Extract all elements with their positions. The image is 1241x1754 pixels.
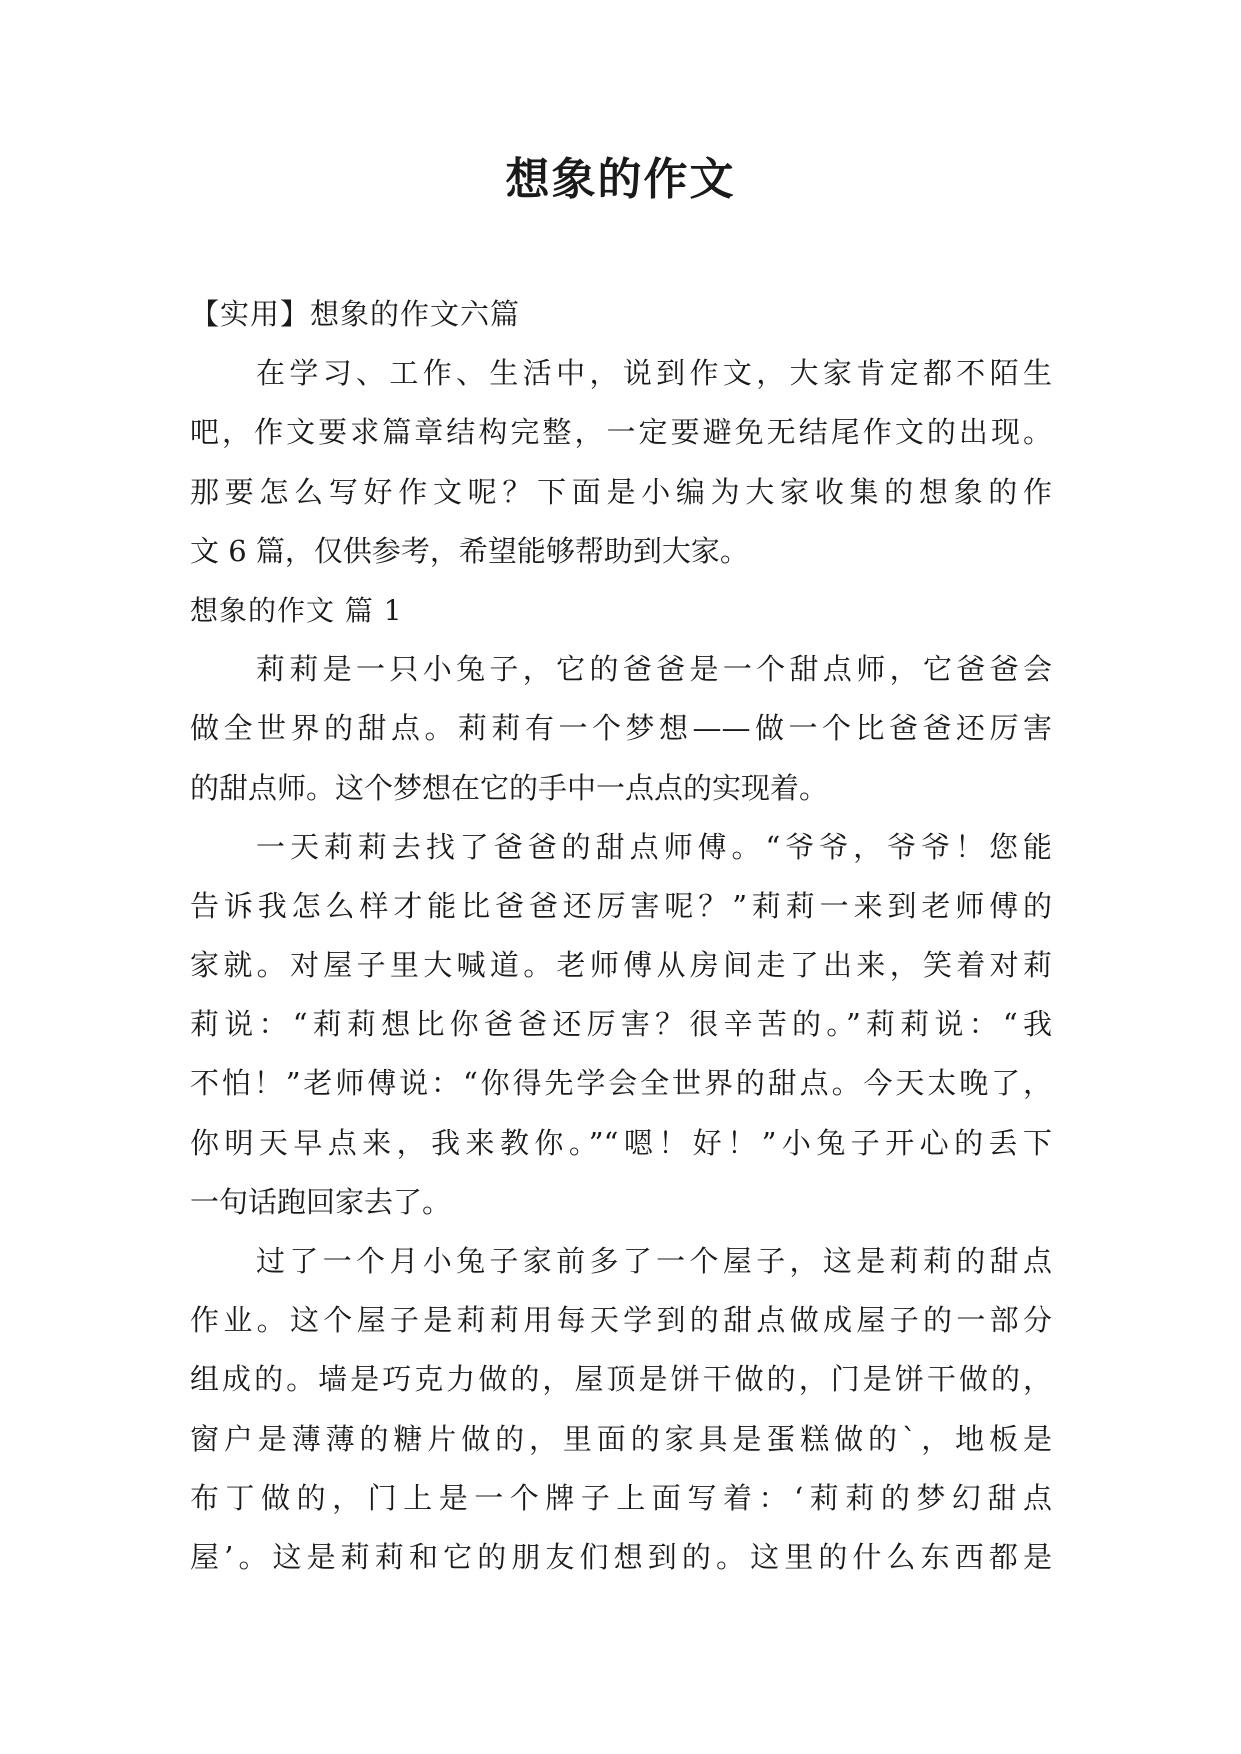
- paragraph-line: 告诉我怎么样才能比爸爸还厉害呢？”莉莉一来到老师傅的: [190, 888, 1052, 923]
- paragraph-line: 一天莉莉去找了爸爸的甜点师傅。“爷爷，爷爷！您能: [256, 829, 1052, 864]
- paragraph-line: 莉说：“莉莉想比你爸爸还厉害？很辛苦的。”莉莉说：“我: [190, 1007, 1052, 1042]
- paragraph-line: 过了一个月小兔子家前多了一个屋子，这是莉莉的甜点: [256, 1244, 1052, 1278]
- paragraph-line: 那要怎么写好作文呢？下面是小编为大家收集的想象的作: [190, 474, 1052, 509]
- paragraph-line: 家就。对屋子里大喊道。老师傅从房间走了出来，笑着对莉: [190, 948, 1052, 983]
- paragraph-line: 在学习、工作、生活中，说到作文，大家肯定都不陌生: [256, 356, 1052, 391]
- paragraph-line: 不怕！”老师傅说：“你得先学会全世界的甜点。今天太晚了，: [190, 1066, 1052, 1101]
- paragraph-line: 做全世界的甜点。莉莉有一个梦想——做一个比爸爸还厉害: [190, 711, 1052, 746]
- paragraph-line: 莉莉是一只小兔子，它的爸爸是一个甜点师，它爸爸会: [256, 652, 1052, 687]
- paragraph-line: 文 6 篇，仅供参考，希望能够帮助到大家。: [190, 533, 749, 568]
- paragraph-line: 吧，作文要求篇章结构完整，一定要避免无结尾作文的出现。: [190, 415, 1052, 450]
- subtitle-line: 【实用】想象的作文六篇: [190, 297, 521, 331]
- paragraph-line: 屋’。这是莉莉和它的朋友们想到的。这里的什么东西都是: [190, 1539, 1052, 1574]
- section-heading: 想象的作文 篇 1: [190, 593, 403, 627]
- paragraph-line: 窗户是薄薄的糖片做的，里面的家具是蛋糕做的`，地板是: [190, 1421, 1052, 1456]
- paragraph-line: 一句话跑回家去了。: [190, 1184, 452, 1219]
- document-title: 想象的作文: [505, 154, 736, 205]
- document-body: [190, 285, 1052, 1587]
- paragraph-line: 你明天早点来，我来教你。”“嗯！好！”小兔子开心的丢下: [190, 1125, 1052, 1160]
- paragraph-line: 组成的。墙是巧克力做的，屋顶是饼干做的，门是饼干做的，: [190, 1362, 1052, 1397]
- paragraph-line: 布丁做的，门上是一个牌子上面写着：‘莉莉的梦幻甜点: [190, 1480, 1052, 1515]
- paragraph-line: 作业。这个屋子是莉莉用每天学到的甜点做成屋子的一部分: [190, 1303, 1052, 1338]
- paragraph-line: 的甜点师。这个梦想在它的手中一点点的实现着。: [190, 770, 829, 805]
